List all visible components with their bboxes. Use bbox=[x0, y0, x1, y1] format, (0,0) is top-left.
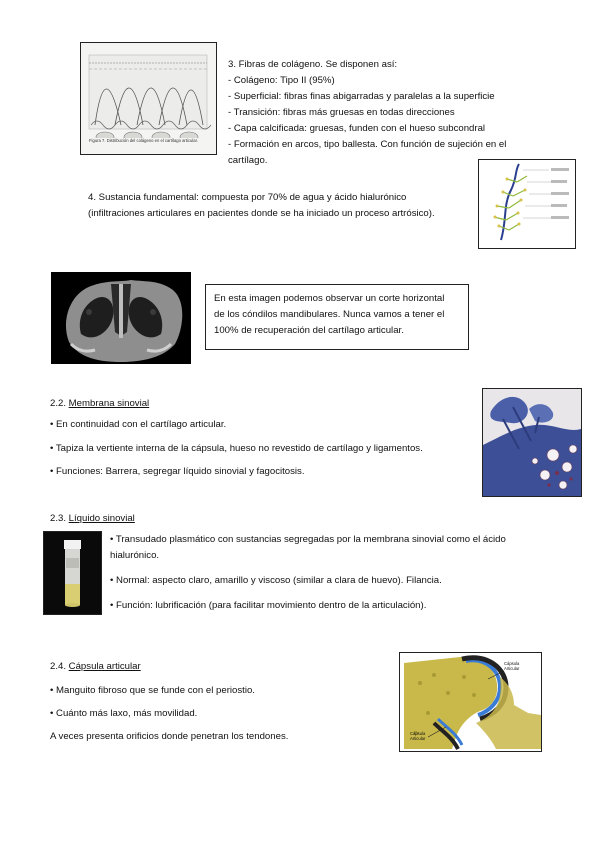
section-title: Cápsula articular bbox=[68, 661, 141, 672]
synovial-fluid-bullets bbox=[110, 532, 550, 614]
joint-label-text: Articular bbox=[410, 736, 426, 741]
collagen-section bbox=[228, 57, 558, 169]
proteoglycan-illustration bbox=[479, 160, 575, 248]
figure-synovial-fluid-vial bbox=[43, 531, 102, 615]
joint-label-text: Articular bbox=[504, 666, 520, 671]
section-number: 2.2. bbox=[50, 398, 69, 409]
synovial-fluid-bullet: • Función: lubrificación (para facilitar movimiento dentro de la articulación). bbox=[110, 600, 427, 611]
joint-label-text: Cápsula bbox=[504, 661, 520, 666]
section-number: 2.3. bbox=[50, 513, 69, 524]
capsule-bullet: • Cuánto más laxo, más movilidad. bbox=[50, 708, 198, 719]
synovial-membrane-heading bbox=[50, 396, 149, 412]
capsule-footer-text: A veces presenta orificios donde penetran los tendones. bbox=[50, 731, 289, 742]
synovial-fluid-bullet-continuation: hialurónico. bbox=[110, 550, 160, 561]
vial-illustration bbox=[44, 532, 101, 614]
figure-proteoglycan bbox=[478, 159, 576, 249]
ct-note-line: de los cóndilos mandibulares. Nunca vamos a tener el bbox=[214, 309, 445, 320]
synovial-membrane-bullet: • Funciones: Barrera, segregar líquido sinovial y fagocitosis. bbox=[50, 466, 305, 477]
ground-substance-section bbox=[88, 190, 468, 222]
joint-label-text: Cápsula bbox=[410, 731, 426, 736]
figure-joint-capsule bbox=[399, 652, 542, 752]
figure-collagen-distribution bbox=[80, 42, 217, 155]
ct-note-line: En esta imagen podemos observar un corte horizontal bbox=[214, 293, 445, 304]
ground-substance-line: (infiltraciones articulares en pacientes donde se ha iniciado un proceso artrósico). bbox=[88, 208, 435, 219]
synovial-membrane-bullet: • Tapiza la vertiente interna de la cápsula, hueso no revestido de cartílago y ligamentos. bbox=[50, 443, 423, 454]
collagen-item: - Superficial: fibras finas abigarradas y paralelas a la superficie bbox=[228, 91, 495, 102]
synovial-fluid-bullet: • Transudado plasmático con sustancias segregadas por la membrana sinovial como el ácido bbox=[110, 534, 506, 545]
ground-substance-line: 4. Sustancia fundamental: compuesta por 70% de agua y ácido hialurónico bbox=[88, 192, 407, 203]
collagen-item: - Formación en arcos, tipo ballesta. Con función de sujeción en el bbox=[228, 139, 507, 150]
section-number: 2.4. bbox=[50, 661, 69, 672]
collagen-item: - Transición: fibras más gruesas en todas direcciones bbox=[228, 107, 455, 118]
ct-scan-image bbox=[51, 272, 191, 364]
collagen-heading: 3. Fibras de colágeno. Se disponen así: bbox=[228, 59, 398, 70]
section-title: Membrana sinovial bbox=[68, 398, 150, 409]
collagen-item: cartílago. bbox=[228, 155, 268, 166]
capsule-heading bbox=[50, 659, 141, 675]
synovial-membrane-bullet: • En continuidad con el cartílago articular. bbox=[50, 419, 227, 430]
synovial-fluid-heading bbox=[50, 511, 135, 527]
collagen-item: - Capa calcificada: gruesas, funden con el hueso subcondral bbox=[228, 123, 486, 134]
joint-label-bottom bbox=[410, 731, 425, 741]
section-title: Líquido sinovial bbox=[68, 513, 135, 524]
ct-scan-illustration bbox=[51, 272, 191, 364]
histology-illustration bbox=[483, 389, 581, 496]
figure-synovial-histology bbox=[482, 388, 582, 497]
ct-note-line: 100% de recuperación del cartílago articular. bbox=[214, 325, 404, 336]
collagen-item: - Colágeno: Tipo II (95%) bbox=[228, 75, 335, 86]
figure-caption: Figura 7. Distribución del colágeno en el cartílago articular. bbox=[89, 138, 211, 143]
capsule-bullet: • Manguito fibroso que se funde con el periostio. bbox=[50, 685, 255, 696]
ct-note-box bbox=[205, 284, 469, 350]
synovial-fluid-bullet: • Normal: aspecto claro, amarillo y viscoso (similar a clara de huevo). Filancia. bbox=[110, 575, 442, 586]
joint-label-top bbox=[504, 661, 519, 671]
